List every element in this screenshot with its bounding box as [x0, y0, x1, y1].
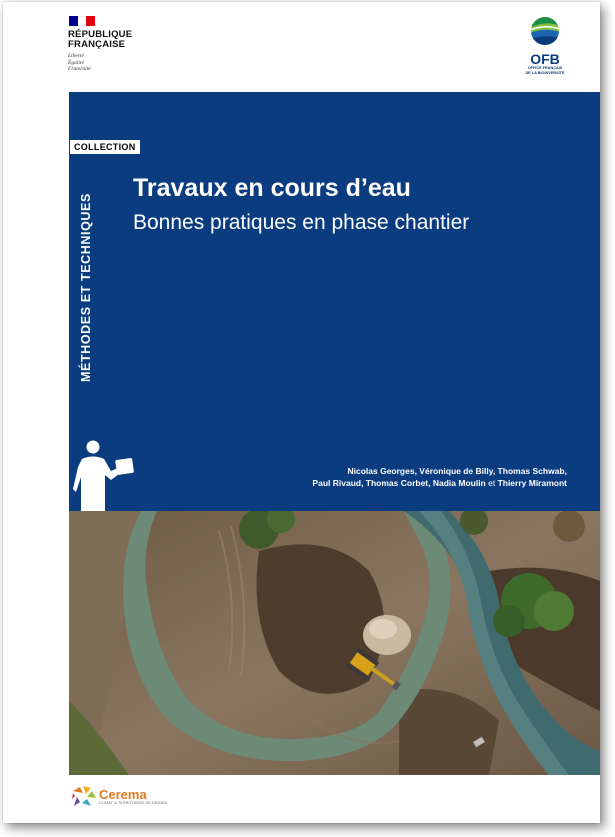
cover-subtitle: Bonnes pratiques en phase chantier	[133, 211, 470, 234]
ofb-sub-line2: DE LA BIODIVERSITÉ	[525, 70, 565, 75]
cerema-tagline: CLIMAT & TERRITOIRES DE DEMAIN	[99, 800, 168, 805]
cover-title: Travaux en cours d’eau	[133, 174, 411, 202]
ofb-sub-line1: OFFICE FRANÇAIS	[527, 66, 563, 70]
rf-name-line1: RÉPUBLIQUE	[68, 29, 133, 40]
collection-label: COLLECTION	[70, 140, 140, 154]
cover-page	[3, 2, 600, 823]
aerial-river-photo	[69, 511, 600, 775]
cover-blue-panel	[69, 92, 600, 511]
ofb-globe-icon	[530, 16, 560, 46]
authors-line2-b: Thierry Miramont	[497, 478, 567, 488]
cerema-name: Cerema	[99, 786, 147, 802]
ofb-acronym: OFB	[530, 51, 560, 67]
cerema-logo	[71, 785, 167, 807]
ofb-logo	[520, 16, 570, 75]
rf-name-line2: FRANÇAISE	[68, 39, 126, 50]
authors-line2-et: et	[485, 478, 498, 488]
person-with-tablet-icon	[73, 437, 135, 512]
cerema-emblem-icon	[71, 785, 97, 807]
rf-motto-fraternite: Fraternité	[68, 66, 91, 72]
series-label: MÉTHODES ET TECHNIQUES	[79, 193, 93, 382]
authors-line2-a: Paul Rivaud, Thomas Corbet, Nadia Moulin	[312, 478, 486, 488]
republique-francaise-logo	[68, 16, 132, 73]
authors	[312, 465, 567, 489]
rf-motto-liberte: Liberté	[68, 53, 84, 59]
french-flag-icon	[69, 16, 95, 26]
authors-line1: Nicolas Georges, Véronique de Billy, Thomas Schwab,	[347, 466, 567, 476]
rf-motto-egalite: Égalité	[68, 59, 84, 66]
